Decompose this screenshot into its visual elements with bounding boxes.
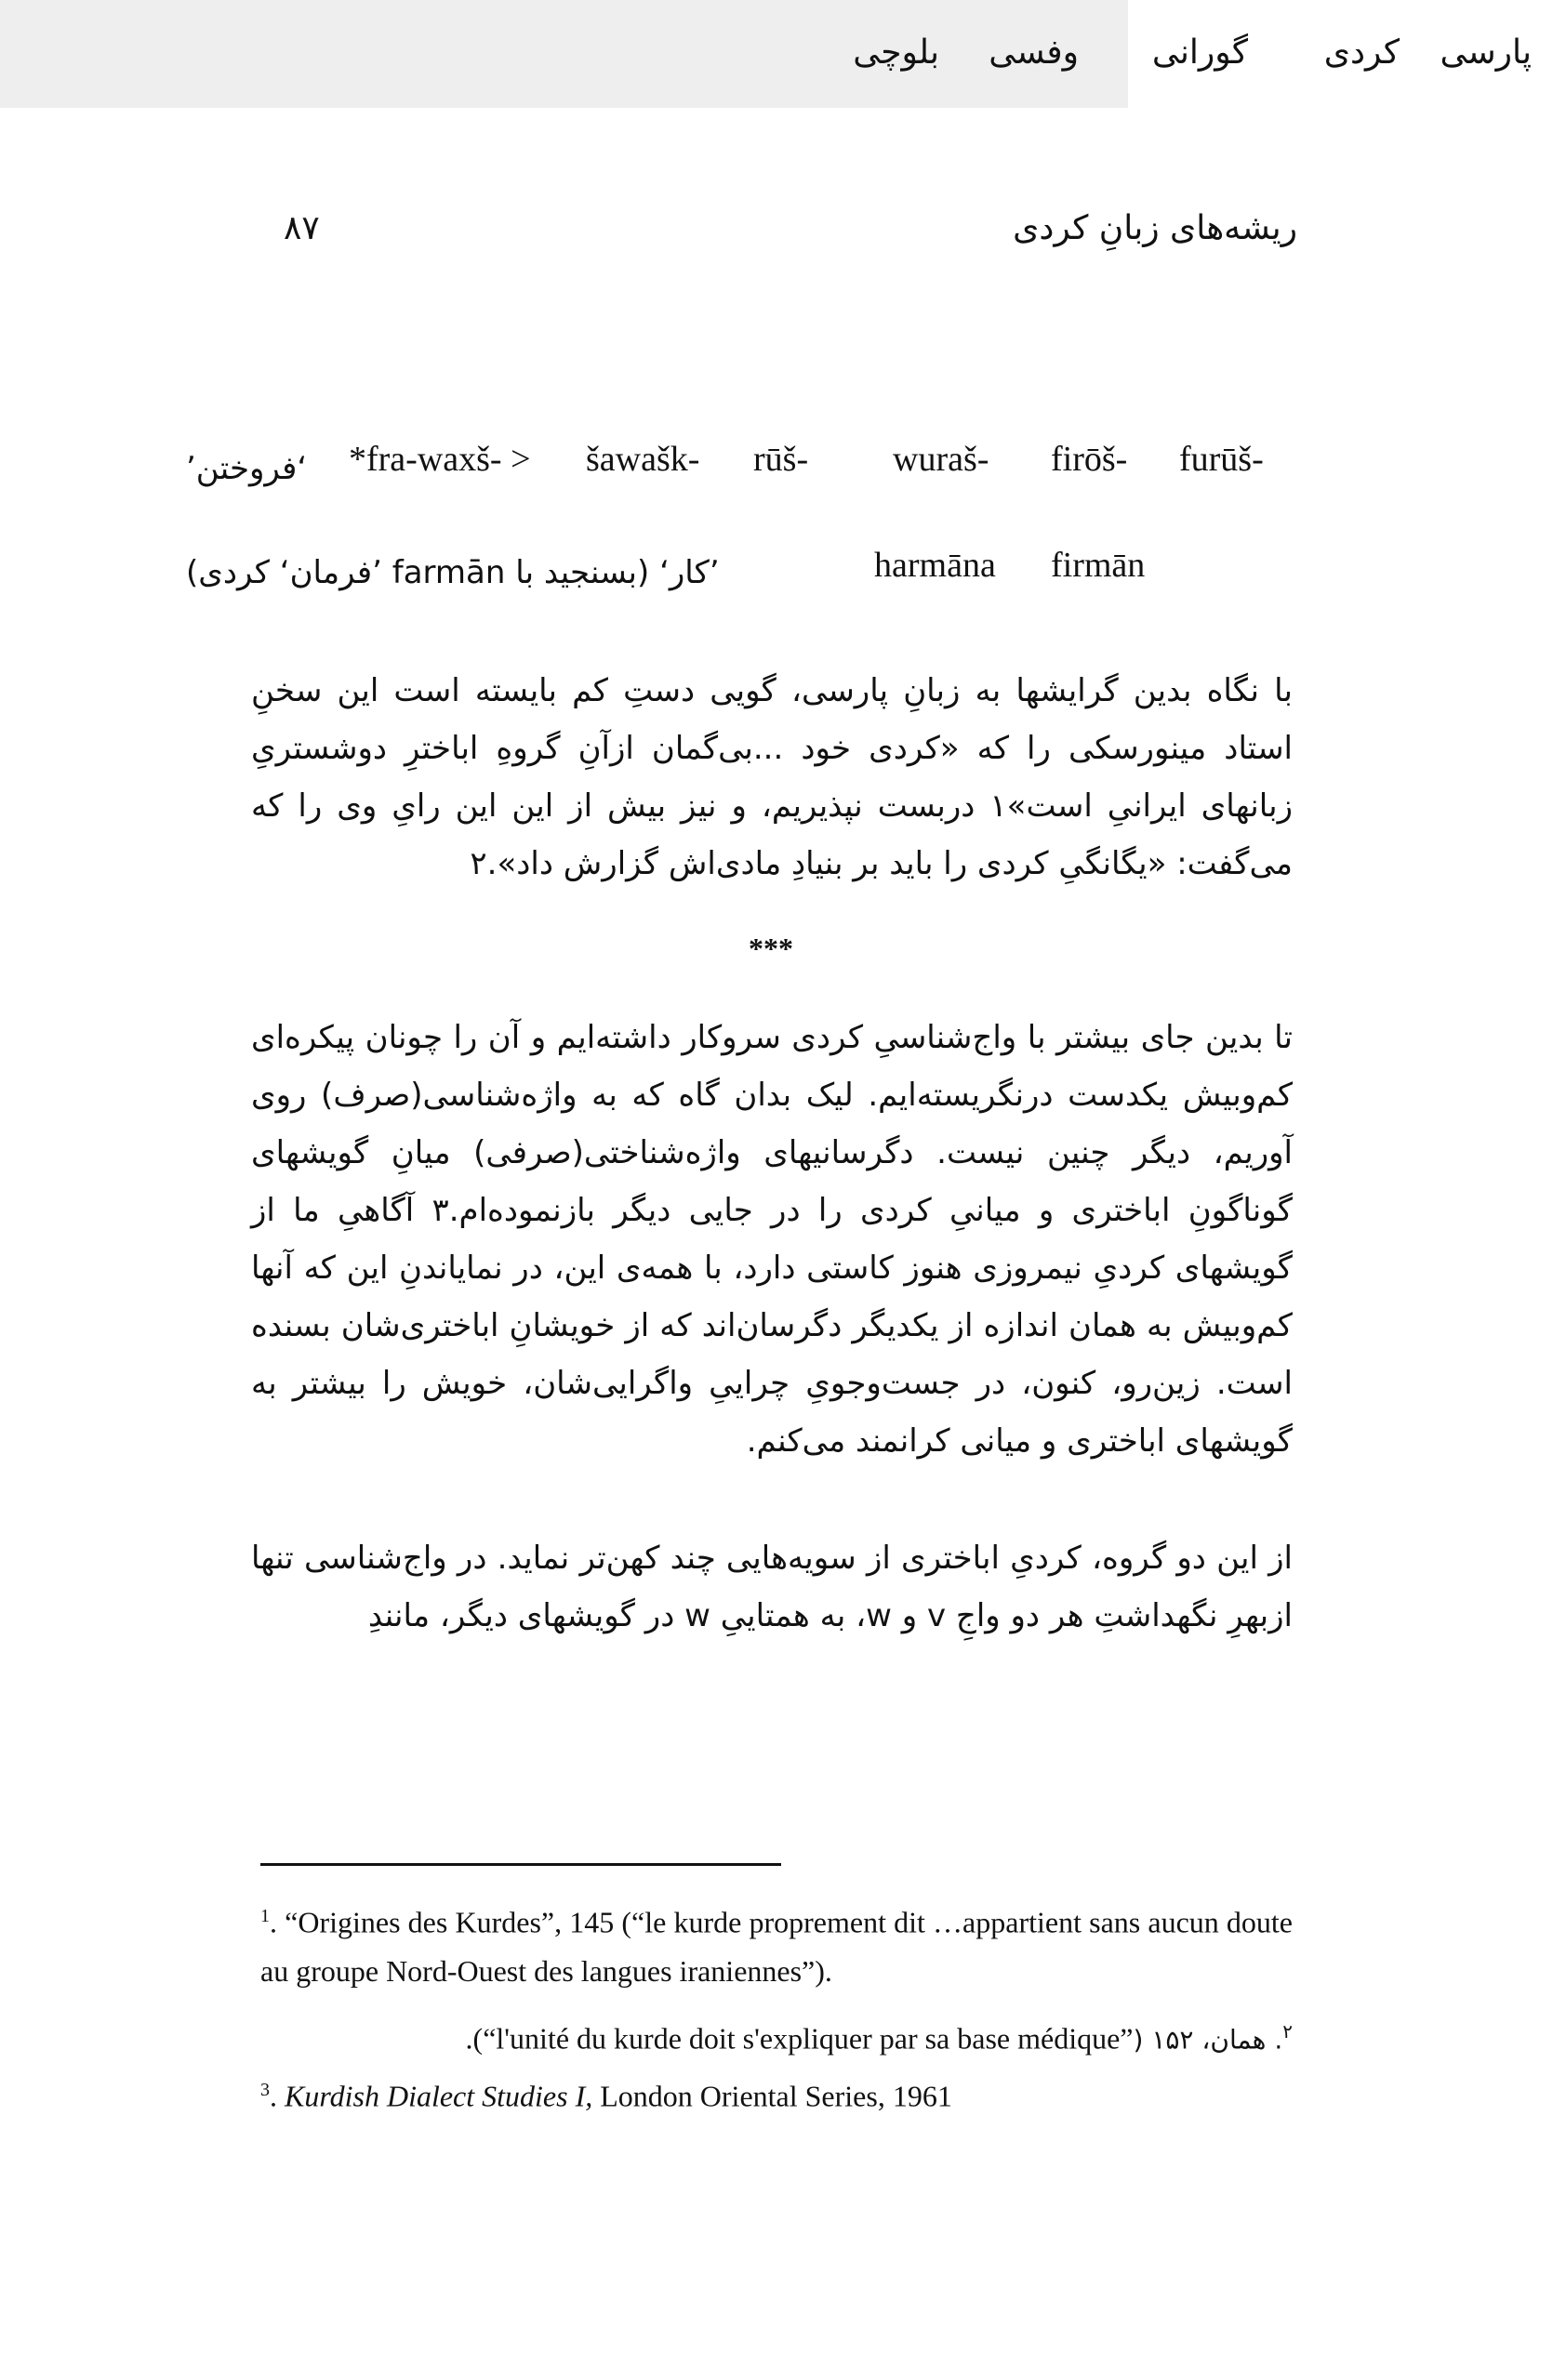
footnote-text: . همان، ۱۵۲ ( xyxy=(1133,2024,1283,2056)
running-header-title: ریشه‌های زبانِ کردی xyxy=(1013,209,1297,247)
cell-kurdi: firmān xyxy=(1051,546,1146,585)
column-header-kurdi: کردی xyxy=(1323,33,1400,72)
footnote-text: ). xyxy=(465,2021,484,2056)
footnote-divider xyxy=(260,1863,781,1866)
section-separator: *** xyxy=(749,932,793,965)
body-paragraph: تا بدین جای بیشتر با واج‌شناسیِ کردی سروکار داشته‌ایم و آن را چونان پیکره‌ای کم‌وبیش یکدست درنگریسته‌ایم. لیک بدان گاه که به واژه‌شناسی(صرف) روی آوریم، دیگر چنین نیست. دگرسانیهای واژه‌شناختی(صرفی) میانِ گویشهای گوناگونِ اباختری و میانیِ کردی را در جایی دیگر بازنموده‌ام.۳ آگاهیِ ما از گویشهای کردیِ نیمروزی هنوز کاستی دارد، با همه‌ی این، در نمایاندنِ این که آنها کم‌وبیش به همان اندازه از یکدیگر دگرسان‌اند که از خویشانِ اباختری‌شان بسنده است. زین‌رو، کنون، در جست‌وجویِ چراییِ واگرایی‌شان، خویش را بیشتر به گویشهای اباختری و میانی کرانمند می‌کنم. xyxy=(251,1019,1293,1460)
page-number: ۸۷ xyxy=(284,209,320,247)
body-paragraph: با نگاه بدین گرایشها به زبانِ پارسی، گویی دستِ کم بایسته است این سخنِ استاد مینورسکی را که «کردی خود ...بی‌گمان ازآنِ گروهِ اباخترِ دوشستریِ زبانهای ایرانیِ است»۱ دربست نپذیریم، و نیز بیش از این این رایِ وی را که می‌گفت: «یگانگیِ کردی را باید بر بنیادِ مادی‌اش گزارش داد».۲ xyxy=(251,672,1293,882)
cell-baluchi: šawašk- xyxy=(586,440,700,479)
body-paragraph: از این دو گروه، کردیِ اباختری از سویه‌هایی چند کهن‌تر نماید. در واج‌شناسی تنها ازبهرِ نگهداشتِ هر دو واجِ v و w، به همتاییِ w در گویشهای دیگر، مانندِ xyxy=(251,1540,1293,1634)
footnote-3: $^3$. Kurdish Dialect Studies I, London Oriental Series, 1961 xyxy=(260,2079,952,2113)
cell-note: ’کار‘ (بسنجید با farmān ’فرمان‘ کردی) xyxy=(186,554,720,591)
footnote-text: London Oriental Series, 1961 xyxy=(592,2079,952,2113)
cell-kurdi: firōš- xyxy=(1051,440,1128,479)
cell-gloss: ‘فروختن’ xyxy=(186,450,308,487)
footnote-2 xyxy=(466,2008,1293,2065)
footnote-quote: “l'unité du kurde doit s'expliquer par sa base médique” xyxy=(483,2021,1134,2056)
column-header-parsi: پارسی xyxy=(1440,33,1532,72)
footnote-book-title: Kurdish Dialect Studies I, xyxy=(285,2079,593,2113)
footnote-marker: 3 xyxy=(260,2080,270,2100)
cell-proto-form: *fra-waxš- > xyxy=(349,440,531,479)
table-header-row xyxy=(0,0,1532,108)
cell-gorani: harmāna xyxy=(874,546,996,585)
column-header-vafsi: وفسی xyxy=(989,33,1079,72)
cell-gorani: wuraš- xyxy=(893,440,989,479)
cell-parsi: furūš- xyxy=(1179,440,1264,479)
cell-vafsi: rūš- xyxy=(753,440,809,479)
footnote-1 xyxy=(260,1892,1293,1995)
footnote-marker: ۲ xyxy=(1282,2022,1293,2043)
column-header-gorani: گورانی xyxy=(1151,33,1248,72)
footnote-text: . “Origines des Kurdes”, 145 (“le kurde proprement dit …appartient sans aucun doute au groupe Nord-Ouest des langues iraniennes”). xyxy=(260,1905,1293,1988)
footnote-marker: 1 xyxy=(260,1906,270,1926)
column-header-baluchi: بلوچی xyxy=(853,33,939,72)
